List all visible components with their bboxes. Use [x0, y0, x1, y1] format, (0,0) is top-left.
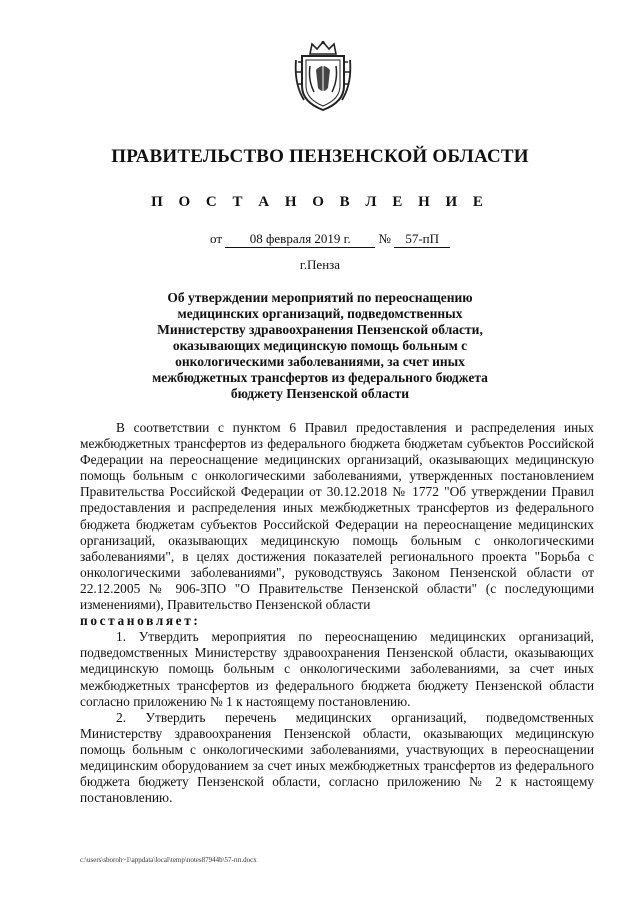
document-number: 57-пП	[394, 231, 450, 248]
file-path-footer: c:\users\sboroh~1\appdata\local\temp\notes87944b\57-пп.docx	[80, 856, 257, 864]
coat-of-arms-icon	[294, 40, 352, 112]
date-number-line	[210, 231, 450, 248]
resolution-item-2: 2. Утвердить перечень медицинских организаций, подведомственных Министерству здравоохранения Пензенской области, оказывающих медицинскую помощь больным с онкологическими заболеваниями, участвующих в переоснащении медицинским оборудованием за счет иных межбюджетных трансфертов из федерального бюджета бюджету Пензенской области, согласно приложению № 2 к настоящему постановлению.	[80, 709, 594, 806]
resolves-keyword: постановляет:	[80, 613, 201, 629]
document-date: 08 февраля 2019 г.	[225, 231, 375, 248]
from-label: от	[210, 231, 223, 246]
government-name: ПРАВИТЕЛЬСТВО ПЕНЗЕНСКОЙ ОБЛАСТИ	[111, 146, 529, 167]
document-type: П О С Т А Н О В Л Е Н И Е	[151, 194, 489, 210]
document-title: Об утверждении мероприятий по переоснащению медицинских организаций, подведомственных Министерству здравоохранения Пензенской области, оказывающих медицинскую помощь больным с онкологическими заболеваниями, за счет иных межбюджетных трансфертов из федерального бюджета бюджету Пензенской области	[152, 290, 488, 401]
document-body	[80, 420, 594, 806]
place-of-issue: г.Пенза	[299, 257, 341, 272]
resolution-item-1: 1. Утвердить мероприятия по переоснащению медицинских организаций, подведомственных Министерству здравоохранения Пензенской области, оказывающих медицинскую помощь больным с онкологическими заболеваниями, за счет иных межбюджетных трансфертов из федерального бюджета бюджету Пензенской области согласно приложению № 1 к настоящему постановлению.	[80, 629, 594, 709]
preamble-paragraph: В соответствии с пунктом 6 Правил предоставления и распределения иных межбюджетных трансфертов из федерального бюджета бюджетам субъектов Российской Федерации на переоснащение медицинских организаций, оказывающих медицинскую помощь больным с онкологическими заболеваниями, утвержденных постановлением Правительства Российской Федерации от 30.12.2018 № 1772 "Об утверждении Правил предоставления и распределения иных межбюджетных трансфертов из федерального бюджета бюджетам субъектов Российской Федерации на переоснащение медицинских организаций, оказывающих медицинскую помощь больным с онкологическими заболеваниями", в целях достижения показателей регионального проекта "Борьба с онкологическими заболеваниями", руководствуясь Законом Пензенской области от 22.12.2005 № 906-ЗПО "О Правительстве Пензенской области" (с последующими изменениями), Правительство Пензенской области	[80, 420, 594, 613]
number-label: №	[378, 231, 391, 246]
